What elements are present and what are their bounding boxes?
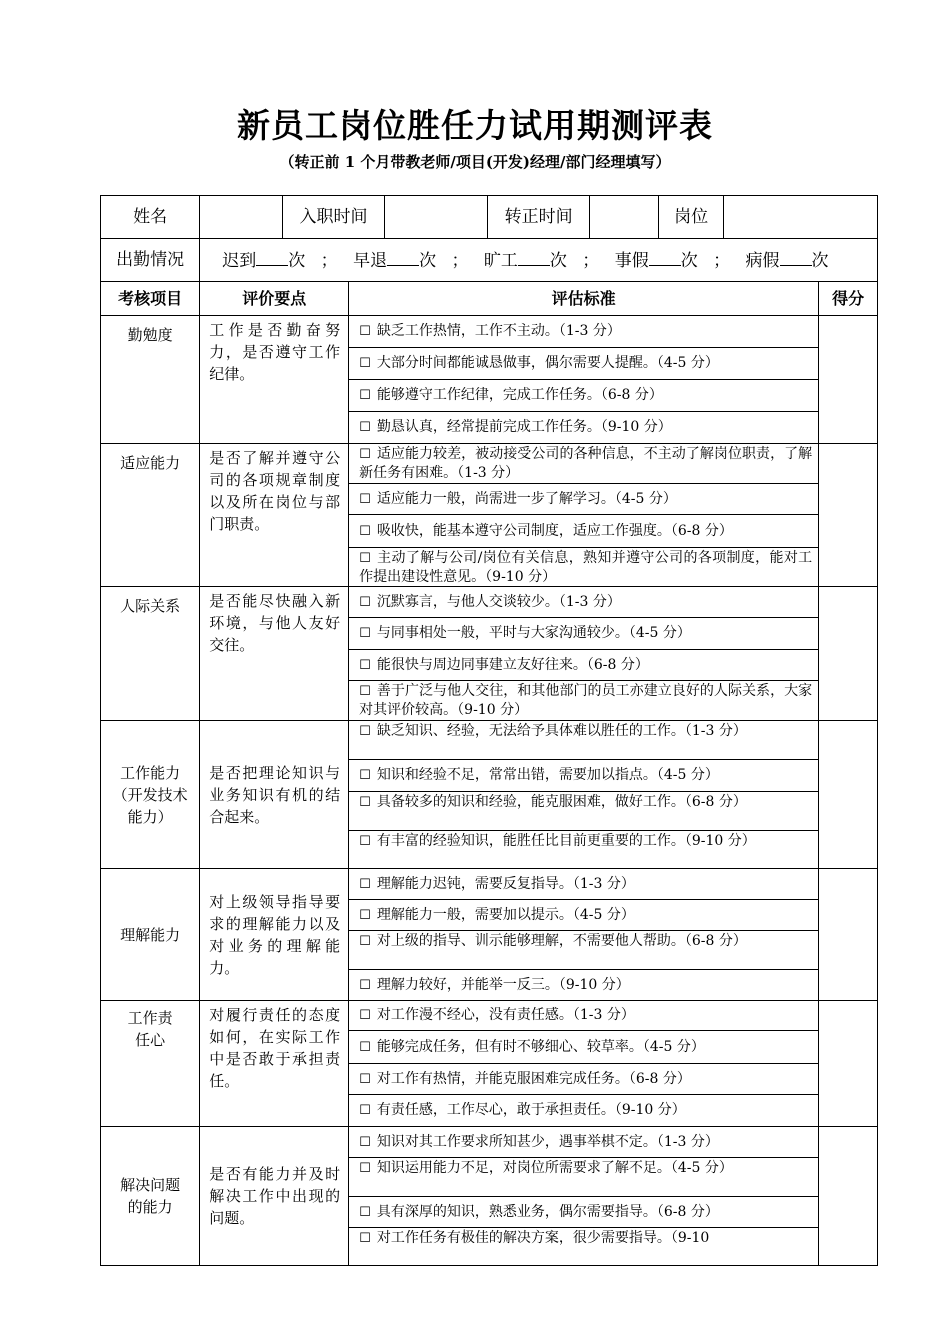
criteria-text: 沉默寡言，与他人交谈较少。（1-3 分） <box>376 593 621 610</box>
section-category: 勤勉度 <box>101 316 200 444</box>
criteria-text: 知识运用能力不足，对岗位所需要求了解不足。（4-5 分） <box>376 1160 733 1176</box>
absent-label: 旷工 <box>483 250 518 271</box>
criteria-option[interactable] <box>349 316 819 348</box>
section-evaluation-point: 是否了解并遵守公司的各项规章制度以及所在岗位与部门职责。 <box>200 444 349 587</box>
criteria-text: 适应能力一般，尚需进一步了解学习。（4-5 分） <box>376 490 677 507</box>
criteria-option[interactable] <box>349 831 819 869</box>
checkbox-icon[interactable]: ☐ <box>359 876 371 892</box>
header-score: 得分 <box>819 282 878 316</box>
score-input-cell[interactable] <box>819 1001 878 1127</box>
criteria-text: 能够遵守工作纪律，完成工作任务。（6-8 分） <box>376 387 663 403</box>
checkbox-icon[interactable]: ☐ <box>359 1103 371 1118</box>
checkbox-icon[interactable]: ☐ <box>359 1204 371 1220</box>
attendance-row <box>101 239 878 282</box>
checkbox-icon[interactable]: ☐ <box>359 356 371 371</box>
regular-date-label: 转正时间 <box>487 196 589 239</box>
criteria-option[interactable] <box>349 412 819 444</box>
checkbox-icon[interactable]: ☐ <box>359 657 371 673</box>
checkbox-icon[interactable]: ☐ <box>359 420 371 435</box>
page-title: 新员工岗位胜任力试用期测评表 <box>237 106 713 145</box>
criteria-text: 大部分时间都能诚恳做事，偶尔需要人提醒。（4-5 分） <box>376 355 719 371</box>
unit-label: 次 <box>811 250 829 271</box>
criteria-option[interactable] <box>349 618 819 650</box>
early-label: 早退 <box>353 250 388 271</box>
late-count-blank[interactable] <box>256 250 288 266</box>
criteria-text: 有责任感，工作尽心，敢于承担责任。（9-10 分） <box>376 1102 686 1118</box>
criteria-text: 知识和经验不足，常常出错，需要加以指点。（4-5 分） <box>376 767 719 783</box>
criteria-option[interactable] <box>349 444 819 484</box>
unit-label: 次 <box>419 250 437 271</box>
criteria-option[interactable] <box>349 931 819 970</box>
checkbox-icon[interactable]: ☐ <box>359 977 371 993</box>
criteria-option[interactable] <box>349 869 819 900</box>
join-date-label: 入职时间 <box>283 196 384 239</box>
checkbox-icon[interactable]: ☐ <box>359 447 371 462</box>
separator: ； <box>320 250 338 271</box>
criteria-text: 对工作任务有极佳的解决方案，很少需要指导。（9-10 <box>376 1230 710 1246</box>
section-category: 人际关系 <box>101 587 200 721</box>
separator: ； <box>451 250 469 271</box>
attendance-fields <box>200 239 878 282</box>
checkbox-icon[interactable]: ☐ <box>359 795 371 810</box>
checkbox-icon[interactable]: ☐ <box>359 324 371 339</box>
checkbox-icon[interactable]: ☐ <box>359 491 371 507</box>
checkbox-icon[interactable]: ☐ <box>359 1008 371 1023</box>
score-input-cell[interactable] <box>819 869 878 1001</box>
criteria-option[interactable] <box>349 348 819 380</box>
separator: ； <box>582 250 600 271</box>
criteria-option[interactable] <box>349 1001 819 1031</box>
criteria-option[interactable] <box>349 760 819 792</box>
criteria-text: 吸收快，能基本遵守公司制度，适应工作强度。（6-8 分） <box>376 522 733 539</box>
criteria-text: 能够完成任务，但有时不够细心、较草率。（4-5 分） <box>376 1038 705 1055</box>
criteria-row <box>101 587 878 618</box>
separator: ； <box>713 250 731 271</box>
section-evaluation-point: 是否能尽快融入新环境，与他人友好交往。 <box>200 587 349 721</box>
criteria-row <box>101 1001 878 1031</box>
checkbox-icon[interactable]: ☐ <box>359 1039 371 1055</box>
criteria-text: 勤恳认真，经常提前完成工作任务。（9-10 分） <box>376 419 672 435</box>
criteria-text: 缺乏知识、经验，无法给予具体难以胜任的工作。（1-3 分） <box>376 723 747 739</box>
checkbox-icon[interactable]: ☐ <box>359 1161 371 1176</box>
name-label: 姓名 <box>101 196 200 239</box>
criteria-option[interactable] <box>349 792 819 831</box>
criteria-row <box>101 444 878 484</box>
section-evaluation-point: 工作是否勤奋努力，是否遵守工作纪律。 <box>200 316 349 444</box>
sick-leave-count-blank[interactable] <box>780 250 812 266</box>
section-category: 工作责任心 <box>101 1001 200 1127</box>
criteria-option[interactable] <box>349 681 819 721</box>
join-date-input-cell[interactable] <box>384 196 487 239</box>
criteria-option[interactable] <box>349 900 819 931</box>
checkbox-icon[interactable]: ☐ <box>359 1071 371 1087</box>
column-header-row <box>101 282 878 316</box>
criteria-text: 善于广泛与他人交往，和其他部门的员工亦建立良好的人际关系，大家对其评价较高。（9-10 分） <box>359 683 813 718</box>
checkbox-icon[interactable]: ☐ <box>359 551 371 566</box>
criteria-option[interactable] <box>349 1031 819 1064</box>
header-point: 评价要点 <box>200 282 349 316</box>
header-standard: 评估标准 <box>349 282 819 316</box>
checkbox-icon[interactable]: ☐ <box>359 1134 371 1150</box>
section-evaluation-point: 是否把理论知识与业务知识有机的结合起来。 <box>200 721 349 869</box>
criteria-option[interactable] <box>349 1095 819 1127</box>
criteria-option[interactable] <box>349 970 819 1001</box>
score-input-cell[interactable] <box>819 587 878 721</box>
personal-leave-label: 事假 <box>614 250 649 271</box>
criteria-text: 与同事相处一般，平时与大家沟通较少。（4-5 分） <box>376 625 691 641</box>
criteria-text: 能很快与周边同事建立友好往来。（6-8 分） <box>376 656 649 673</box>
criteria-row <box>101 721 878 760</box>
section-evaluation-point: 对上级领导指导要求的理解能力以及对业务的理解能力。 <box>200 869 349 1001</box>
section-evaluation-point: 对履行责任的态度如何，在实际工作中是否敢于承担责任。 <box>200 1001 349 1127</box>
section-category: 解决问题的能力 <box>101 1127 200 1266</box>
checkbox-icon[interactable]: ☐ <box>359 594 371 610</box>
criteria-text: 具备较多的知识和经验，能克服困难，做好工作。（6-8 分） <box>376 794 747 810</box>
name-input-cell[interactable] <box>200 196 283 239</box>
checkbox-icon[interactable]: ☐ <box>359 907 371 923</box>
criteria-text: 理解力较好，并能举一反三。（9-10 分） <box>376 976 630 993</box>
criteria-row <box>101 1127 878 1158</box>
sick-leave-label: 病假 <box>745 250 780 271</box>
criteria-text: 对工作有热情，并能克服困难完成任务。（6-8 分） <box>376 1070 691 1087</box>
criteria-text: 具有深厚的知识，熟悉业务，偶尔需要指导。（6-8 分） <box>376 1203 719 1220</box>
criteria-option[interactable] <box>349 1228 819 1266</box>
checkbox-icon[interactable]: ☐ <box>359 684 371 699</box>
criteria-option[interactable] <box>349 484 819 515</box>
checkbox-icon[interactable]: ☐ <box>359 934 371 949</box>
page-subtitle: （转正前 1 个月带教老师/项目(开发)经理/部门经理填写） <box>279 153 671 171</box>
criteria-option[interactable] <box>349 1158 819 1197</box>
late-label: 迟到 <box>222 250 257 271</box>
absent-count-blank[interactable] <box>518 250 550 266</box>
criteria-option[interactable] <box>349 1197 819 1228</box>
criteria-row <box>101 316 878 348</box>
criteria-option[interactable] <box>349 1064 819 1095</box>
criteria-text: 知识对其工作要求所知甚少，遇事举棋不定。（1-3 分） <box>376 1133 719 1150</box>
checkbox-icon[interactable]: ☐ <box>359 724 371 739</box>
personal-leave-count-blank[interactable] <box>649 250 681 266</box>
checkbox-icon[interactable]: ☐ <box>359 1231 371 1246</box>
checkbox-icon[interactable]: ☐ <box>359 626 371 641</box>
criteria-text: 适应能力较差，被动接受公司的各种信息，不主动了解岗位职责，了解新任务有困难。（1-3 分） <box>359 446 813 481</box>
score-input-cell[interactable] <box>819 1127 878 1266</box>
sections-body <box>101 316 878 1266</box>
criteria-option[interactable] <box>349 650 819 681</box>
criteria-option[interactable] <box>349 548 819 587</box>
section-evaluation-point: 是否有能力并及时解决工作中出现的问题。 <box>200 1127 349 1266</box>
evaluation-table <box>100 195 878 1266</box>
unit-label: 次 <box>288 250 306 271</box>
criteria-text: 主动了解与公司/岗位有关信息，熟知并遵守公司的各项制度，能对工作提出建设性意见。（9-10 分） <box>359 550 813 585</box>
criteria-text: 理解能力一般，需要加以提示。（4-5 分） <box>376 906 635 923</box>
header-item: 考核项目 <box>101 282 200 316</box>
criteria-text: 有丰富的经验知识，能胜任比目前更重要的工作。（9-10 分） <box>376 833 756 849</box>
section-category: 工作能力（开发技术能力） <box>101 721 200 869</box>
early-count-blank[interactable] <box>387 250 419 266</box>
section-category: 适应能力 <box>101 444 200 587</box>
unit-label: 次 <box>549 250 567 271</box>
criteria-option[interactable] <box>349 380 819 412</box>
criteria-row <box>101 869 878 900</box>
section-category: 理解能力 <box>101 869 200 1001</box>
criteria-option[interactable] <box>349 515 819 548</box>
regular-date-input-cell[interactable] <box>590 196 659 239</box>
checkbox-icon[interactable]: ☐ <box>359 523 371 539</box>
checkbox-icon[interactable]: ☐ <box>359 768 371 783</box>
score-input-cell[interactable] <box>819 316 878 444</box>
info-row <box>101 196 878 239</box>
attendance-label: 出勤情况 <box>101 239 200 282</box>
criteria-option[interactable] <box>349 721 819 760</box>
checkbox-icon[interactable]: ☐ <box>359 834 371 849</box>
criteria-text: 对上级的指导、训示能够理解，不需要他人帮助。（6-8 分） <box>376 933 747 949</box>
score-input-cell[interactable] <box>819 721 878 869</box>
score-input-cell[interactable] <box>819 444 878 587</box>
criteria-option[interactable] <box>349 1127 819 1158</box>
criteria-option[interactable] <box>349 587 819 618</box>
criteria-text: 缺乏工作热情，工作不主动。（1-3 分） <box>376 323 621 339</box>
unit-label: 次 <box>680 250 698 271</box>
criteria-text: 理解能力迟钝，需要反复指导。（1-3 分） <box>376 875 635 892</box>
checkbox-icon[interactable]: ☐ <box>359 388 371 403</box>
criteria-text: 对工作漫不经心，没有责任感。（1-3 分） <box>376 1007 635 1023</box>
post-label: 岗位 <box>659 196 724 238</box>
